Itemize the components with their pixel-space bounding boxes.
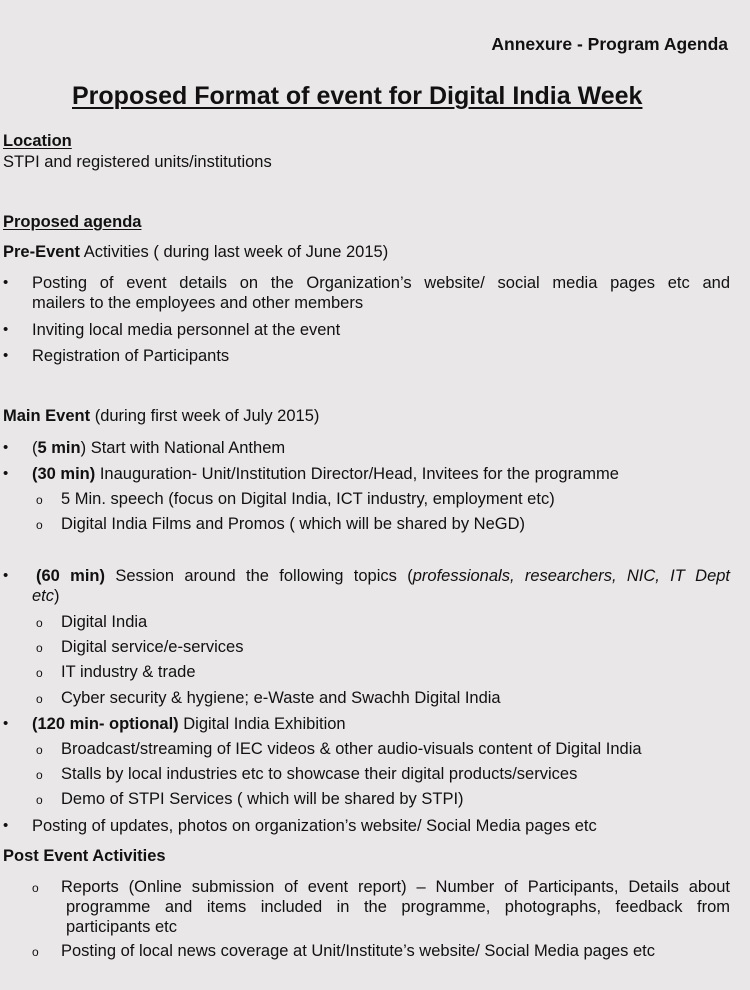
list-item-text xyxy=(36,567,730,586)
item-desc: Session around the following topics ( xyxy=(105,567,413,585)
post-event-heading: Post Event Activities xyxy=(3,847,166,865)
main-event-label: Main Event xyxy=(3,407,91,425)
sub-item-text: 5 Min. speech (focus on Digital India, ICT industry, employment etc) xyxy=(61,490,555,508)
duration: (30 min) xyxy=(32,465,96,483)
sub-item-text: Digital India xyxy=(61,613,148,631)
item-audience: professionals, researchers, NIC, IT Dept xyxy=(412,567,731,585)
pre-event-timing: Activities ( during last week of June 2015) xyxy=(80,243,389,261)
bullet-icon: • xyxy=(3,465,9,482)
paren: ) xyxy=(54,587,60,605)
item-desc: ) Start with National Anthem xyxy=(80,439,286,457)
sub-item-text: Digital service/e-services xyxy=(61,638,244,656)
sub-bullet-icon: o xyxy=(36,692,43,706)
duration: (120 min- optional) xyxy=(32,715,179,733)
duration: (60 min) xyxy=(36,567,105,585)
bullet-icon: • xyxy=(3,321,9,338)
list-item-text xyxy=(32,439,285,458)
bullet-icon: • xyxy=(3,439,9,456)
paren: ( xyxy=(32,439,38,457)
sub-bullet-icon: o xyxy=(32,881,39,895)
list-item-text xyxy=(32,715,346,734)
bullet-icon: • xyxy=(3,274,9,291)
sub-item-text: Broadcast/streaming of IEC videos & other audio-visuals content of Digital India xyxy=(61,740,642,758)
list-item-text: Reports (Online submission of event report) – Number of Participants, Details about xyxy=(61,878,730,896)
sub-item-text: Cyber security & hygiene; e-Waste and Swachh Digital India xyxy=(61,689,501,707)
list-item-text xyxy=(32,465,619,484)
sub-item-text: Stalls by local industries etc to showcase their digital products/services xyxy=(61,765,578,783)
sub-bullet-icon: o xyxy=(36,518,43,532)
sub-item-text: Digital India Films and Promos ( which will be shared by NeGD) xyxy=(61,515,525,533)
location-heading: Location xyxy=(3,132,72,150)
list-item-text: Registration of Participants xyxy=(32,347,230,365)
sub-bullet-icon: o xyxy=(36,666,43,680)
sub-bullet-icon: o xyxy=(36,743,43,757)
sub-bullet-icon: o xyxy=(36,493,43,507)
bullet-icon: • xyxy=(3,817,9,834)
bullet-icon: • xyxy=(3,715,9,732)
list-item-text-cont: participants etc xyxy=(66,918,177,936)
location-text: STPI and registered units/institutions xyxy=(3,153,272,171)
sub-bullet-icon: o xyxy=(36,793,43,807)
bullet-icon: • xyxy=(3,567,9,584)
sub-bullet-icon: o xyxy=(36,616,43,630)
list-item-text: Posting of event details on the Organization’s website/ social media pages etc and xyxy=(32,274,730,292)
annexure-label: Annexure - Program Agenda xyxy=(491,34,728,54)
item-desc: Inauguration- Unit/Institution Director/Head, Invitees for the programme xyxy=(95,465,619,483)
list-item-text-cont: mailers to the employees and other members xyxy=(32,294,364,312)
duration: 5 min xyxy=(37,439,81,457)
sub-bullet-icon: o xyxy=(36,768,43,782)
sub-item-text: Demo of STPI Services ( which will be shared by STPI) xyxy=(61,790,464,808)
list-item-text-cont: programme and items included in the programme, photographs, feedback from xyxy=(66,898,730,916)
list-item-text-cont xyxy=(32,587,60,606)
page-title: Proposed Format of event for Digital India Week xyxy=(72,82,643,110)
list-item-text: Posting of local news coverage at Unit/Institute’s website/ Social Media pages etc xyxy=(61,942,656,960)
sub-bullet-icon: o xyxy=(36,641,43,655)
sub-bullet-icon: o xyxy=(32,945,39,959)
pre-event-label: Pre-Event xyxy=(3,243,81,261)
pre-event-heading xyxy=(3,243,388,262)
sub-item-text: IT industry & trade xyxy=(61,663,196,681)
main-event-timing: (during first week of July 2015) xyxy=(90,407,320,425)
agenda-heading: Proposed agenda xyxy=(3,213,142,231)
bullet-icon: • xyxy=(3,347,9,364)
item-desc: Digital India Exhibition xyxy=(178,715,346,733)
list-item-text: Inviting local media personnel at the event xyxy=(32,321,341,339)
item-audience-cont: etc xyxy=(32,587,55,605)
list-item-text: Posting of updates, photos on organization’s website/ Social Media pages etc xyxy=(32,817,597,835)
main-event-heading xyxy=(3,407,319,426)
